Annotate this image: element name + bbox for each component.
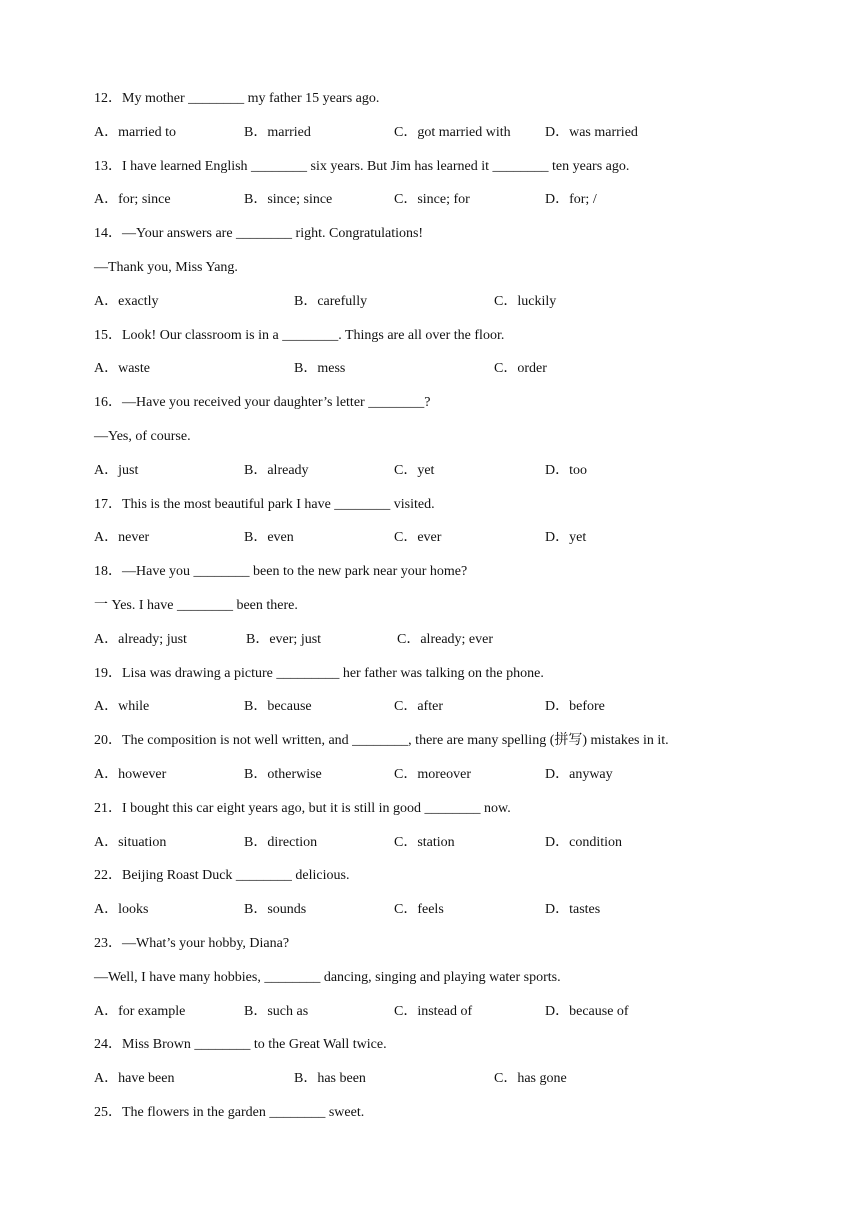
question-22-option-b[interactable]: B．sounds — [244, 902, 307, 917]
question-12-option-a[interactable]: A．married to — [94, 125, 177, 140]
question-16-option-b[interactable]: B．already — [244, 463, 309, 478]
question-19-stem: 19．Lisa was drawing a picture _________ her father was talking on the phone. — [94, 666, 544, 681]
question-20-option-b[interactable]: B．otherwise — [244, 767, 322, 782]
question-16-dialogue-line: —Yes, of course. — [94, 429, 191, 444]
question-24-stem: 24．Miss Brown ________ to the Great Wall twice. — [94, 1037, 387, 1052]
question-13-option-b[interactable]: B．since; since — [244, 192, 333, 207]
question-19-option-c[interactable]: C．after — [394, 699, 443, 714]
question-13-option-d[interactable]: D．for; / — [545, 192, 597, 207]
question-17-option-a[interactable]: A．never — [94, 530, 150, 545]
question-19-option-b[interactable]: B．because — [244, 699, 312, 714]
question-13-option-a[interactable]: A．for; since — [94, 192, 171, 207]
question-19-option-d[interactable]: D．before — [545, 699, 605, 714]
question-23-option-d[interactable]: D．because of — [545, 1004, 629, 1019]
question-14-dialogue-line: —Thank you, Miss Yang. — [94, 260, 238, 275]
question-23-option-a[interactable]: A．for example — [94, 1004, 186, 1019]
question-17-stem: 17．This is the most beautiful park I have ________ visited. — [94, 497, 435, 512]
question-16-option-a[interactable]: A．just — [94, 463, 139, 478]
question-17-option-d[interactable]: D．yet — [545, 530, 587, 545]
question-21-stem: 21．I bought this car eight years ago, but it is still in good ________ now. — [94, 801, 511, 816]
question-12-stem: 12．My mother ________ my father 15 years ago. — [94, 91, 380, 106]
question-23-stem: 23．—What’s your hobby, Diana? — [94, 936, 290, 951]
question-15-option-c[interactable]: C．order — [494, 361, 547, 376]
question-22-option-d[interactable]: D．tastes — [545, 902, 601, 917]
question-21-option-a[interactable]: A．situation — [94, 835, 167, 850]
question-12-option-d[interactable]: D．was married — [545, 125, 638, 140]
question-21-option-c[interactable]: C．station — [394, 835, 455, 850]
question-17-option-b[interactable]: B．even — [244, 530, 294, 545]
question-15-option-b[interactable]: B．mess — [294, 361, 346, 376]
question-13-option-c[interactable]: C．since; for — [394, 192, 470, 207]
question-14-stem: 14．—Your answers are ________ right. Congratulations! — [94, 226, 424, 241]
question-23-dialogue-line: —Well, I have many hobbies, ________ dancing, singing and playing water sports. — [94, 970, 561, 985]
question-21-option-d[interactable]: D．condition — [545, 835, 622, 850]
question-16-option-c[interactable]: C．yet — [394, 463, 435, 478]
question-18-option-a[interactable]: A．already; just — [94, 632, 187, 647]
question-24-option-c[interactable]: C．has gone — [494, 1071, 567, 1086]
question-24-option-b[interactable]: B．has been — [294, 1071, 366, 1086]
question-24-option-a[interactable]: A．have been — [94, 1071, 175, 1086]
question-20-option-d[interactable]: D．anyway — [545, 767, 613, 782]
question-18-option-b[interactable]: B．ever; just — [246, 632, 322, 647]
question-22-stem: 22．Beijing Roast Duck ________ delicious. — [94, 868, 350, 883]
question-18-stem: 18．—Have you ________ been to the new park near your home? — [94, 564, 468, 579]
question-22-option-c[interactable]: C．feels — [394, 902, 444, 917]
question-23-option-b[interactable]: B．such as — [244, 1004, 309, 1019]
question-19-option-a[interactable]: A．while — [94, 699, 150, 714]
question-16-stem: 16．—Have you received your daughter’s letter ________? — [94, 395, 431, 410]
question-20-stem: 20．The composition is not well written, and ________, there are many spelling (拼写) mistakes in it. — [94, 733, 669, 748]
question-18-dialogue-line: 一 Yes. I have ________ been there. — [94, 598, 298, 613]
question-21-option-b[interactable]: B．direction — [244, 835, 318, 850]
question-14-option-b[interactable]: B．carefully — [294, 294, 368, 309]
question-12-option-b[interactable]: B．married — [244, 125, 311, 140]
question-14-option-a[interactable]: A．exactly — [94, 294, 159, 309]
question-22-option-a[interactable]: A．looks — [94, 902, 149, 917]
question-18-option-c[interactable]: C．already; ever — [397, 632, 494, 647]
question-20-option-a[interactable]: A．however — [94, 767, 167, 782]
question-16-option-d[interactable]: D．too — [545, 463, 587, 478]
question-14-option-c[interactable]: C．luckily — [494, 294, 557, 309]
question-20-option-c[interactable]: C．moreover — [394, 767, 471, 782]
question-12-option-c[interactable]: C．got married with — [394, 125, 511, 140]
question-15-option-a[interactable]: A．waste — [94, 361, 150, 376]
question-15-stem: 15．Look! Our classroom is in a ________. Things are all over the floor. — [94, 328, 505, 343]
question-23-option-c[interactable]: C．instead of — [394, 1004, 473, 1019]
question-13-stem: 13．I have learned English ________ six years. But Jim has learned it ________ ten years ago. — [94, 159, 630, 174]
question-25-stem: 25．The flowers in the garden ________ sweet. — [94, 1105, 365, 1120]
question-17-option-c[interactable]: C．ever — [394, 530, 442, 545]
